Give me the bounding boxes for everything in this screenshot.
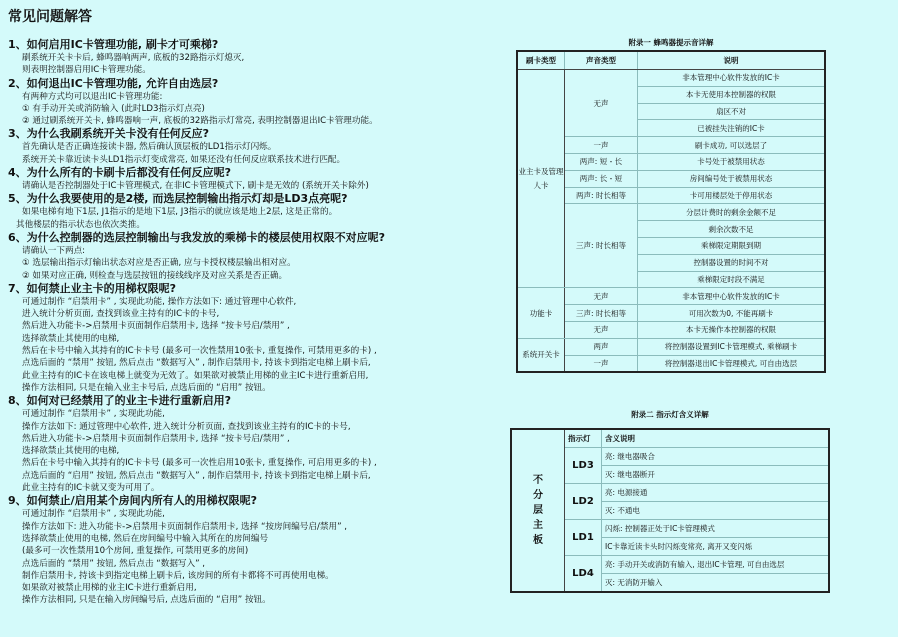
- faq-answer-line: 点选后面的 “禁用” 按钮, 然后点击 “数据写入” ,: [22, 558, 206, 569]
- indicator-table: [510, 428, 830, 593]
- faq-answer-line: 如果欲对被禁止用梯的业主IC卡进行重新启用,: [22, 583, 197, 594]
- faq-answer-line: 可通过制作 “启禁用卡” , 实现此功能, 操作方法如下: 通过管理中心软件,: [22, 296, 297, 307]
- beep-table: [516, 50, 826, 373]
- description-cell: 非本管理中心软件发放的IC卡: [638, 70, 826, 87]
- faq-question: 4、为什么所有的卡刷卡后都没有任何反应呢?: [8, 166, 232, 180]
- description-cell: 分层计费时的剩余金额不足: [638, 204, 826, 221]
- led-name: LD1: [565, 520, 602, 556]
- faq-answer-line: 操作方法相同, 只是在输入业主卡号后, 点选后面的 “启用” 按钮。: [22, 382, 271, 393]
- faq-answer-line: 然后在卡号中输入其持有的IC卡卡号 (最多可一次性禁用10张卡, 重复操作, 可禁用更多的卡) ,: [22, 346, 377, 357]
- faq-question: 1、如何启用IC卡管理功能, 刷卡才可乘梯?: [8, 38, 219, 51]
- description-cell: 非本管理中心软件发放的IC卡: [638, 288, 826, 305]
- faq-answer-line: 选择欲禁止使用的电梯, 然后在房间编号中输入其所在的房间编号: [22, 533, 269, 544]
- led-meaning: 灭: 无消防开输入: [602, 574, 830, 593]
- description-cell: 本卡无使用本控制器的权限: [638, 86, 826, 103]
- faq-answer-line: ① 有手动开关或消防输入 (此时LD3指示灯点亮): [22, 103, 205, 114]
- faq-answer-line: 请确认一下两点:: [22, 245, 86, 256]
- table-row: [517, 70, 825, 87]
- sound-cell: 两声: 时长相等: [565, 187, 638, 204]
- sound-cell: 无声: [565, 288, 638, 305]
- board-type-cell: [511, 429, 565, 592]
- description-cell: 乘梯限定时段不满足: [638, 271, 826, 288]
- faq-answer-line: 请确认是否控制器处于IC卡管理模式, 在非IC卡管理模式下, 刷卡是无效的 (系统开关卡除外): [22, 181, 369, 192]
- card-type-cell: 系统开关卡: [517, 338, 565, 372]
- description-cell: 已被挂失注销的IC卡: [638, 120, 826, 137]
- sound-cell: 无声: [565, 70, 638, 137]
- sound-cell: 两声: 短 - 长: [565, 153, 638, 170]
- faq-answer-line: ② 如果对应正确, 则检查与选层按钮的接线线序及对应关系是否正确。: [22, 270, 288, 281]
- table-row: [517, 338, 825, 355]
- description-cell: 刷卡成功, 可以选层了: [638, 137, 826, 154]
- sound-cell: 两声: 长 - 短: [565, 170, 638, 187]
- description-cell: 控制器设置的时间不对: [638, 254, 826, 271]
- faq-question: 6、为什么控制器的选层控制输出与我发放的乘梯卡的楼层使用权限不对应呢?: [8, 230, 386, 244]
- faq-answer-line: 点选后面的 “禁用” 按钮, 然后点击 “数据写入” , 制作启禁用卡, 持该卡到指定电梯上刷卡后,: [22, 358, 371, 369]
- faq-answer-line: 选择欲禁止其使用的电梯,: [22, 446, 120, 457]
- description-cell: 乘梯限定期限到期: [638, 237, 826, 254]
- sound-cell: 一声: [565, 355, 638, 372]
- sound-cell: 三声: 时长相等: [565, 305, 638, 322]
- column-header: 刷卡类型: [517, 51, 565, 70]
- faq-answer-line: 操作方法如下: 通过管理中心软件, 进入统计分析页面, 查找到该业主持有的IC卡的卡号,: [22, 421, 351, 432]
- led-meaning: 灭: 不通电: [602, 502, 830, 520]
- faq-question: 8、如何对已经禁用了的业主卡进行重新启用?: [8, 394, 232, 408]
- led-meaning: 亮: 手动开关或消防有输入, 退出IC卡管理, 可自由选层: [602, 556, 830, 574]
- card-type-cell: 业主卡及管理人卡: [517, 70, 565, 288]
- faq-answer-line: 系统开关卡靠近读卡头LD1指示灯变成常亮, 如果还没有任何反应联系技术进行匹配。: [22, 154, 346, 165]
- faq-question: 7、如何禁止业主卡的用梯权限呢?: [8, 281, 177, 295]
- faq-answer-line: 则表明控制器启用IC卡管理功能。: [22, 65, 151, 76]
- description-cell: 可用次数为0, 不能再刷卡: [638, 305, 826, 322]
- faq-answer-line: 然后进入功能卡->启禁用卡页面制作启禁用卡, 选择 “按卡号启/禁用” ,: [22, 321, 290, 332]
- faq-question: 3、为什么我刷系统开关卡没有任何反应?: [8, 127, 210, 141]
- faq-answer-line: 其他楼层的指示状态也依次类推。: [16, 219, 145, 230]
- sound-cell: 一声: [565, 137, 638, 154]
- faq-answer-line: 此业主持有的IC卡就又变为可用了。: [22, 483, 160, 494]
- faq-answer-line: 制作启禁用卡, 持该卡到指定电梯上刷卡后, 该房间的所有卡都将不可再使用电梯。: [22, 570, 334, 581]
- board-type-label: 不分层主板: [533, 475, 543, 546]
- faq-question: 9、如何禁止/启用某个房间内所有人的用梯权限呢?: [8, 494, 258, 508]
- column-header: 声音类型: [565, 51, 638, 70]
- description-cell: 将控制器设置到IC卡管理模式, 乘梯刷卡: [638, 338, 826, 355]
- table-header-row: [517, 51, 825, 70]
- faq-answer-line: 然后在卡号中输入其持有的IC卡卡号 (最多可一次性启用10张卡, 重复操作, 可启用更多的卡) ,: [22, 458, 377, 469]
- faq-answer-line: 选择欲禁止其使用的电梯,: [22, 333, 120, 344]
- faq-answer-line: 首先确认是否正确连接读卡器, 然后确认顶层板的LD1指示灯闪烁。: [22, 142, 277, 153]
- table-header-row: [511, 429, 829, 448]
- description-cell: 卡号处于被禁用状态: [638, 153, 826, 170]
- appendix1-caption: 附录一 蜂鸣器提示音详解: [628, 38, 714, 47]
- led-name: LD3: [565, 448, 602, 484]
- description-cell: 将控制器退出IC卡管理模式, 可自由选层: [638, 355, 826, 372]
- description-cell: 本卡无操作本控制器的权限: [638, 321, 826, 338]
- description-cell: 卡可用楼层处于停用状态: [638, 187, 826, 204]
- faq-answer-line: 如果电梯有地下1层, J1指示的是地下1层, J3指示的就应该是地上2层, 这是正常的。: [22, 207, 338, 218]
- faq-answer-line: 然后进入功能卡->启禁用卡页面制作启禁用卡, 选择 “按卡号启/禁用” ,: [22, 433, 290, 444]
- led-name: LD4: [565, 556, 602, 593]
- faq-answer-line: 操作方法相同, 只是在输入房间编号后, 点选后面的 “启用” 按钮。: [22, 595, 271, 606]
- led-name: LD2: [565, 484, 602, 520]
- description-cell: 剩余次数不足: [638, 221, 826, 238]
- faq-answer-line: 刷系统开关卡卡后, 蜂鸣器响两声, 底板的32路指示灯熄灭,: [22, 53, 245, 63]
- sound-cell: 三声: 时长相等: [565, 204, 638, 288]
- table-row: [517, 288, 825, 305]
- faq-answer-line: 此业主持有的IC卡在该电梯上就变为无效了。如果欲对被禁止用梯的业主IC卡进行重新启用,: [22, 370, 369, 381]
- page-title: 常见问题解答: [8, 9, 92, 25]
- led-meaning: 闪烁: 控制器正处于IC卡管理模式: [602, 520, 830, 538]
- description-cell: 扇区不对: [638, 103, 826, 120]
- faq-answer-line: 可通过制作 “启禁用卡” , 实现此功能,: [22, 409, 165, 420]
- led-meaning: 亮: 继电器吸合: [602, 448, 830, 466]
- faq-answer-line: 点选后面的 “启用” 按钮, 然后点击 “数据写入” , 制作启禁用卡, 持该卡到指定电梯上刷卡后,: [22, 470, 371, 481]
- faq-question: 2、如何退出IC卡管理功能, 允许自由选层?: [8, 76, 219, 90]
- led-meaning: 亮: 电源接通: [602, 484, 830, 502]
- faq-question: 5、为什么我要使用的是2楼, 而选层控制输出指示灯却是LD3点亮呢?: [8, 192, 348, 206]
- faq-answer-line: (最多可一次性禁用10个房间, 重复操作, 可禁用更多的房间): [22, 546, 249, 557]
- faq-answer-line: 进入统计分析页面, 查找到该业主持有的IC卡的卡号,: [22, 309, 220, 320]
- faq-answer-line: 可通过制作 “启禁用卡” , 实现此功能,: [22, 509, 165, 520]
- column-header: 指示灯: [565, 429, 602, 448]
- column-header: 说明: [638, 51, 826, 70]
- column-header: 含义说明: [602, 429, 830, 448]
- led-meaning: IC卡靠近读卡头时闪烁变常亮, 离开又变闪烁: [602, 538, 830, 556]
- appendix2-caption: 附录二 指示灯含义详解: [631, 410, 709, 419]
- faq-answer-line: ② 通过刷系统开关卡, 蜂鸣器响一声, 底板的32路指示灯常亮, 表明控制器退出IC卡管理功能。: [22, 116, 378, 127]
- sound-cell: 无声: [565, 321, 638, 338]
- faq-answer-line: 操作方法如下: 进入功能卡->启禁用卡页面制作启禁用卡, 选择 “按房间编号启/禁用” ,: [22, 521, 347, 532]
- led-meaning: 灭: 继电器断开: [602, 466, 830, 484]
- faq-answer-line: 有两种方式均可以退出IC卡管理功能:: [22, 91, 163, 102]
- sound-cell: 两声: [565, 338, 638, 355]
- faq-answer-line: ① 选层输出指示灯输出状态对应是否正确, 应与卡授权楼层输出相对应。: [22, 258, 296, 269]
- faq-section: [8, 38, 508, 607]
- description-cell: 房间编号处于被禁用状态: [638, 170, 826, 187]
- card-type-cell: 功能卡: [517, 288, 565, 338]
